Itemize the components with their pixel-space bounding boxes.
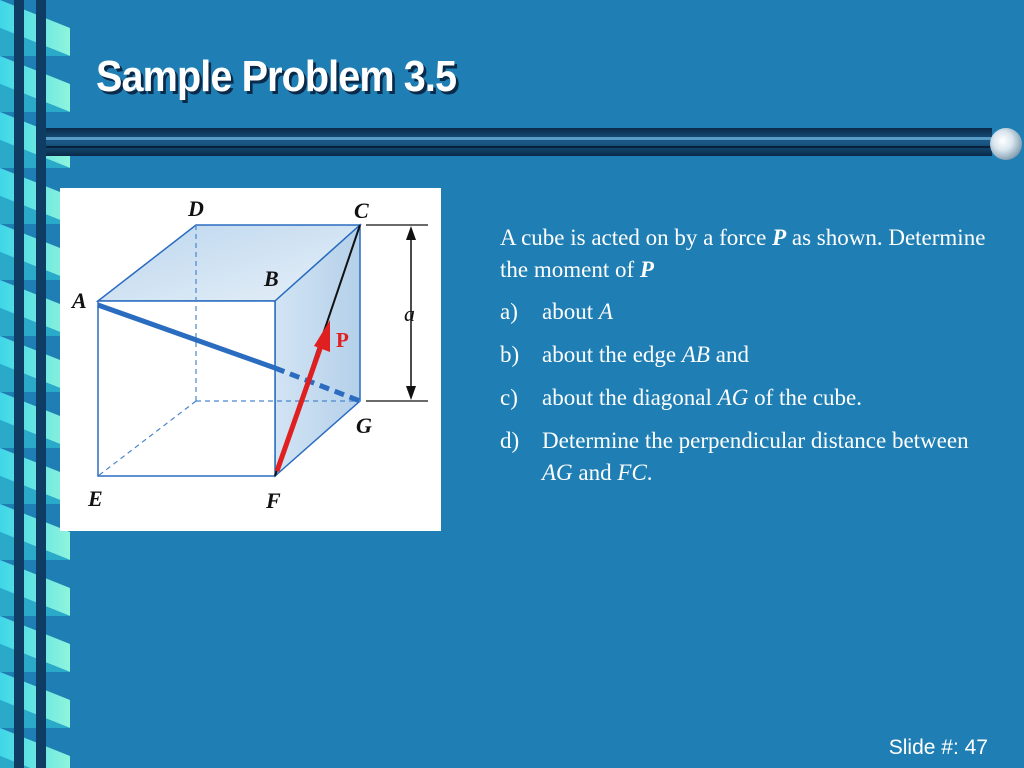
problem-statement: [500, 222, 1000, 500]
label-D: D: [188, 196, 204, 221]
list-item: a) about A: [500, 299, 613, 324]
label-B: B: [264, 266, 279, 291]
problem-items: [500, 296, 1000, 489]
rule-end-knob: [990, 128, 1022, 160]
label-E: E: [88, 486, 103, 511]
title-divider: [46, 128, 992, 156]
label-G: G: [356, 413, 372, 438]
label-A: A: [72, 288, 87, 313]
label-C: C: [354, 198, 369, 223]
list-item: b) about the edge AB and: [500, 342, 749, 367]
slide-number: Slide #: 47: [888, 736, 988, 759]
slide-title: Sample Problem 3.5: [96, 52, 457, 101]
problem-intro: A cube is acted on by a force P as shown. Determine the moment of P: [500, 225, 986, 282]
list-item: c) about the diagonal AG of the cube.: [500, 385, 863, 410]
cube-figure: [60, 188, 441, 531]
label-P: P: [336, 328, 349, 352]
list-item: d) Determine the perpendicular distance between AG and FC.: [500, 428, 969, 485]
label-a: a: [404, 301, 415, 326]
label-F: F: [266, 488, 281, 513]
